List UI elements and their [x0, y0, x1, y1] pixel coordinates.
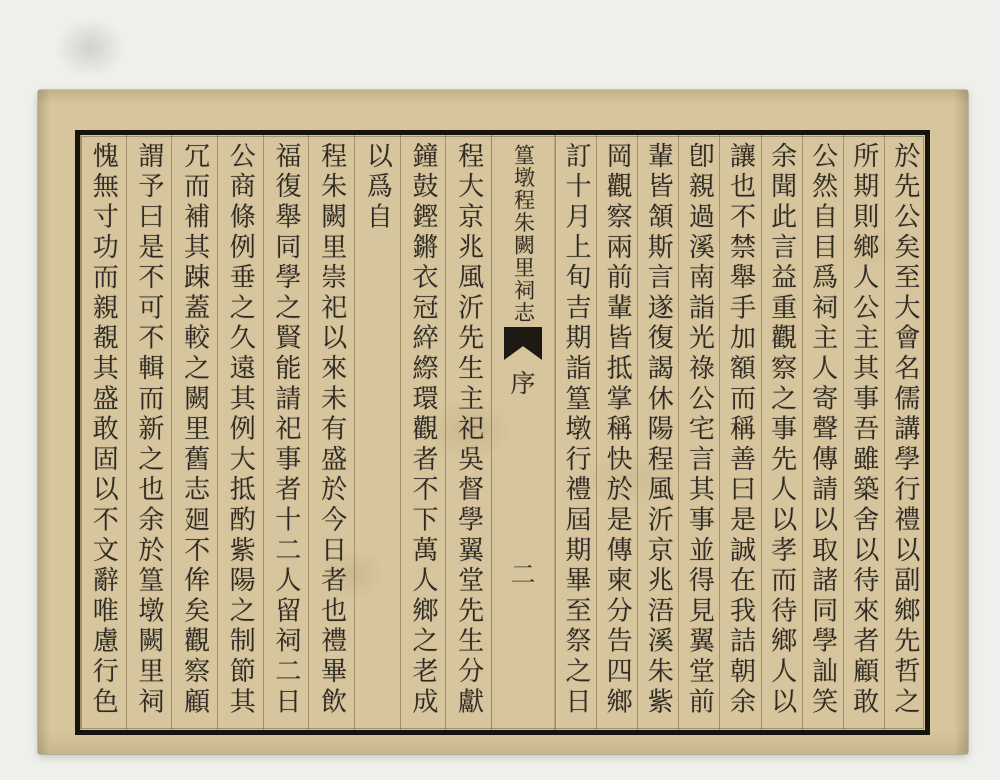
column-text: 卽親過溪南詣光祿公宅言其事並得見翼堂前	[685, 142, 715, 718]
column-text: 余聞此言益重觀察之事先人以孝而待鄉人以	[767, 142, 797, 718]
left-page	[80, 135, 491, 730]
text-column	[678, 135, 719, 730]
column-text: 於先公矣至大會名儒講學行禮以副鄉先哲之	[890, 142, 920, 718]
column-text: 程朱闕里崇祀以來未有盛於今日者也禮畢飲	[317, 142, 347, 718]
text-column	[719, 135, 760, 730]
book-paper	[38, 90, 968, 754]
text-column	[761, 135, 802, 730]
text-column	[217, 135, 263, 730]
page-number: 二	[510, 562, 536, 589]
column-text: 以爲自	[363, 142, 393, 233]
column-text: 愧無寸功而親覩其盛敢固以不文辭唯慮行色	[89, 142, 119, 718]
text-column	[802, 135, 843, 730]
column-text: 讓也不禁舉手加額而稱善曰是誠在我詰朝余	[726, 142, 756, 718]
column-text: 冗而補其踈蓋較之闕里舊志廻不侔矣觀察顧	[180, 142, 210, 718]
right-page	[555, 135, 925, 730]
text-column	[843, 135, 884, 730]
column-text: 程大京兆風沂先生主祀吳督學翼堂先生分獻	[454, 142, 484, 718]
text-column	[80, 135, 126, 730]
text-column	[400, 135, 446, 730]
column-text: 福復舉同學之賢能請祀事者十二人留祠二日	[271, 142, 301, 718]
column-text: 所期則鄉人公主其事吾雖築舍以待來者顧敢	[849, 142, 879, 718]
text-column	[126, 135, 172, 730]
text-column	[263, 135, 309, 730]
text-column	[445, 135, 491, 730]
column-text: 岡觀察兩前輩皆抵掌稱快於是傳柬分告四鄉	[603, 142, 633, 718]
fishtail-mark-icon	[504, 327, 542, 360]
text-column	[884, 135, 925, 730]
banxin-center-column	[491, 135, 555, 730]
text-column	[596, 135, 637, 730]
column-text: 公商條例垂之久遠其例大抵酌紫陽之制節其	[226, 142, 256, 718]
column-text: 訂十月上旬吉期詣篁墩行禮屆期畢至祭之日	[562, 142, 592, 718]
text-column	[354, 135, 400, 730]
text-column	[308, 135, 354, 730]
text-column	[637, 135, 678, 730]
column-text: 公然自目爲祠主人寄聲傳請以取諸同學訕笑	[808, 142, 838, 718]
page-border-frame	[75, 130, 930, 735]
column-text: 鐘鼓鏗鏘衣冠綷縩環觀者不下萬人鄉之老成	[408, 142, 438, 718]
text-column	[555, 135, 596, 730]
text-column	[171, 135, 217, 730]
book-title: 篁墩程朱闕里祠志	[511, 144, 536, 324]
section-label: 序	[510, 371, 536, 398]
columns-layout	[80, 135, 925, 730]
column-text: 謂予曰是不可不輯而新之也余於篁墩闕里祠	[134, 142, 164, 718]
column-text: 輩皆頷斯言遂復謁休陽程風沂京兆浯溪朱紫	[644, 142, 674, 718]
